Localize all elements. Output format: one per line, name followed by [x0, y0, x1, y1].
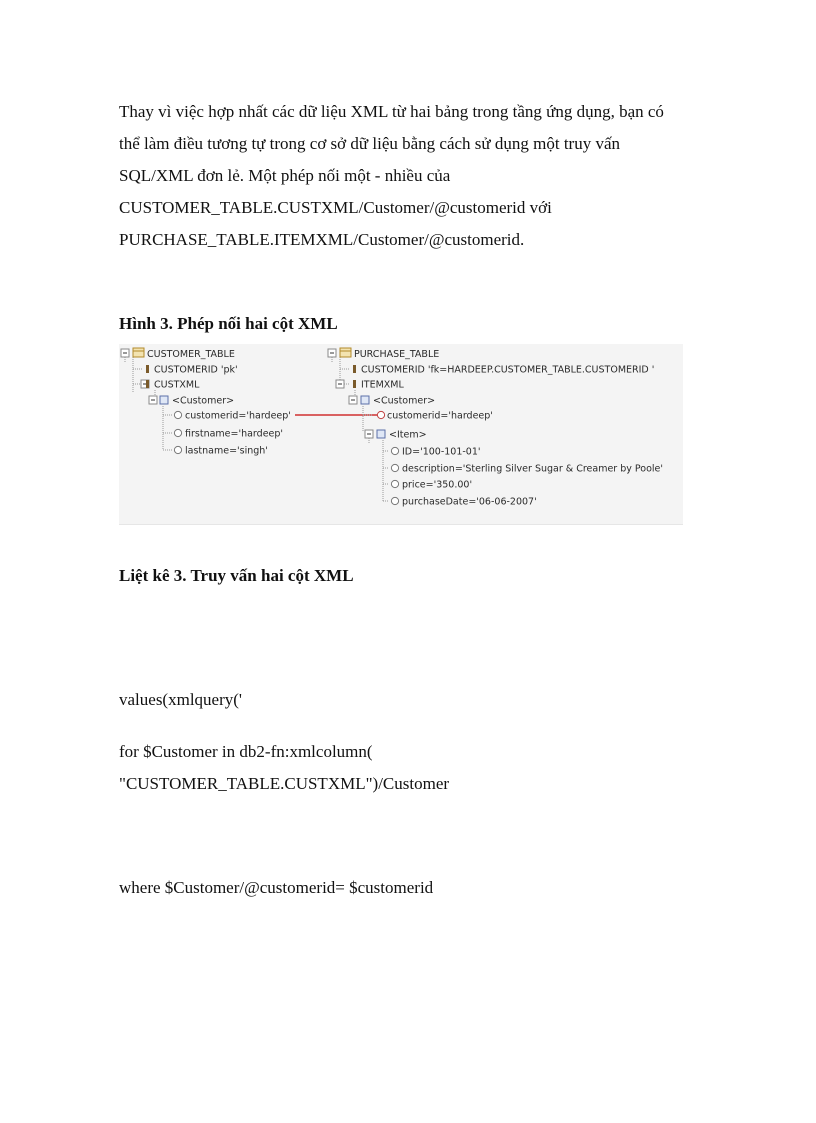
collapse-toggle-icon[interactable]: [121, 349, 129, 357]
table-icon: [133, 348, 144, 357]
collapse-toggle-icon[interactable]: [328, 349, 336, 357]
listing-caption: Liệt kê 3. Truy vấn hai cột XML: [119, 566, 354, 585]
intro-line: CUSTOMER_TABLE.CUSTXML/Customer/@customerid với: [119, 198, 552, 217]
code-line: values(xmlquery(': [119, 690, 242, 709]
code-line: for $Customer in db2-fn:xmlcolumn(: [119, 742, 373, 761]
intro-line: thể làm điều tương tự trong cơ sở dữ liệu bằng cách sử dụng một truy vấn: [119, 134, 621, 153]
right-element: <Customer>: [373, 395, 436, 407]
right-key-column: CUSTOMERID 'fk=HARDEEP.CUSTOMER_TABLE.CUSTOMERID ': [361, 364, 655, 376]
xml-join-figure: [119, 344, 683, 525]
column-key-icon: [146, 365, 149, 373]
attribute-icon: [174, 429, 181, 436]
left-table-name: CUSTOMER_TABLE: [147, 349, 235, 360]
attribute-icon: [377, 411, 384, 418]
figure-caption: Hình 3. Phép nối hai cột XML: [119, 314, 338, 333]
left-attribute: customerid='hardeep': [185, 410, 291, 422]
right-table-name: PURCHASE_TABLE: [354, 349, 440, 360]
element-icon: [160, 396, 168, 404]
right-item-element: <Item>: [389, 429, 427, 441]
right-customer-attribute: customerid='hardeep': [387, 410, 493, 422]
left-key-column: CUSTOMERID 'pk': [154, 364, 238, 376]
intro-line: Thay vì việc hợp nhất các dữ liệu XML từ hai bảng trong tầng ứng dụng, bạn có: [119, 102, 664, 121]
attribute-icon: [391, 497, 398, 504]
attribute-icon: [174, 411, 181, 418]
xml-join-diagram: [119, 344, 683, 524]
intro-line: SQL/XML đơn lẻ. Một phép nối một - nhiều của: [119, 166, 451, 185]
collapse-toggle-icon[interactable]: [149, 396, 157, 404]
right-xml-column: ITEMXML: [361, 379, 404, 391]
right-item-attribute: price='350.00': [402, 479, 473, 491]
attribute-icon: [391, 447, 398, 454]
column-xml-icon: [146, 380, 149, 388]
right-item-attribute: ID='100-101-01': [402, 446, 481, 458]
left-element: <Customer>: [172, 395, 235, 407]
code-line: where $Customer/@customerid= $customerid: [119, 878, 434, 897]
attribute-icon: [391, 464, 398, 471]
column-xml-icon: [353, 380, 356, 388]
collapse-toggle-icon[interactable]: [336, 380, 344, 388]
intro-paragraph: [119, 96, 719, 256]
attribute-icon: [174, 446, 181, 453]
right-item-attribute: description='Sterling Silver Sugar & Creamer by Poole': [402, 463, 664, 475]
collapse-toggle-icon[interactable]: [349, 396, 357, 404]
column-key-icon: [353, 365, 356, 373]
table-icon: [340, 348, 351, 357]
element-icon: [377, 430, 385, 438]
left-attribute: lastname='singh': [185, 445, 268, 457]
collapse-toggle-icon[interactable]: [365, 430, 373, 438]
element-icon: [361, 396, 369, 404]
intro-line: PURCHASE_TABLE.ITEMXML/Customer/@customerid.: [119, 230, 525, 249]
left-xml-column: CUSTXML: [154, 379, 200, 391]
left-attribute: firstname='hardeep': [185, 428, 284, 440]
attribute-icon: [391, 480, 398, 487]
right-item-attribute: purchaseDate='06-06-2007': [402, 496, 537, 508]
code-line: "CUSTOMER_TABLE.CUSTXML")/Customer: [119, 774, 450, 793]
